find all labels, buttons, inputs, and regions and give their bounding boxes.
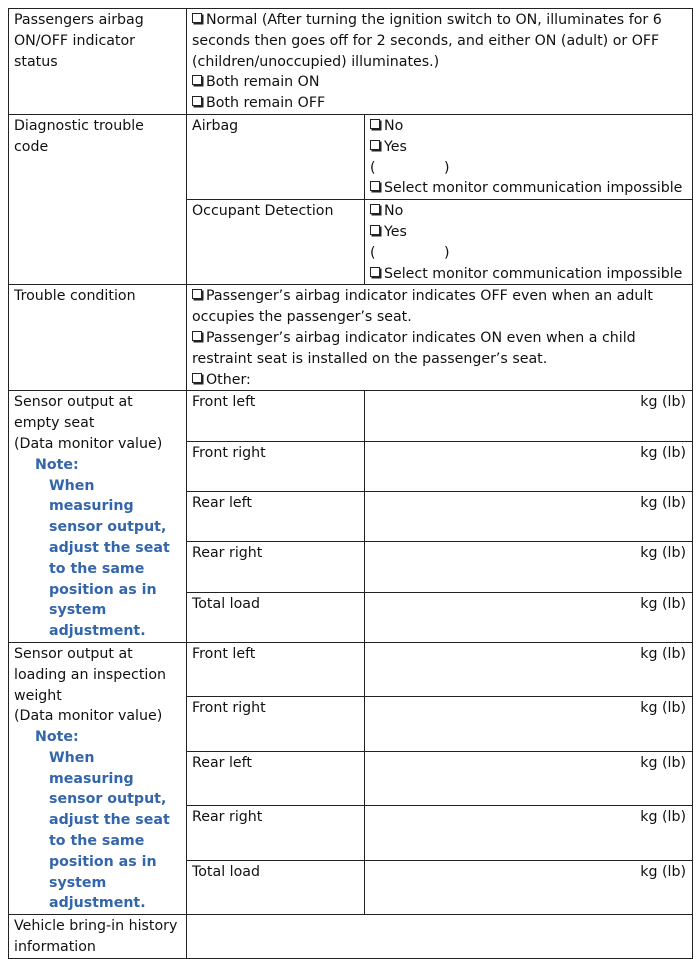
- checkbox-icon[interactable]: [370, 267, 380, 277]
- unit-label: kg (lb): [640, 394, 687, 411]
- code-entry-field[interactable]: ( ): [370, 159, 450, 176]
- value-field[interactable]: [365, 751, 693, 805]
- option-other: Other:: [206, 371, 251, 388]
- inspection-sheet-table: [8, 8, 693, 959]
- trouble-condition-row: [9, 285, 693, 391]
- checkbox-icon[interactable]: [370, 225, 380, 235]
- value-field[interactable]: [365, 592, 693, 642]
- note-heading: Note:: [35, 456, 79, 473]
- position-label: Total load: [187, 592, 365, 642]
- option-no: No: [384, 117, 404, 134]
- checkbox-option[interactable]: [370, 178, 688, 199]
- value-field[interactable]: [365, 697, 693, 751]
- checkbox-icon[interactable]: [192, 96, 202, 106]
- position-label: Rear right: [187, 806, 365, 860]
- unit-label: kg (lb): [640, 645, 687, 662]
- trouble-condition-label: Trouble condition: [9, 285, 187, 391]
- checkbox-icon[interactable]: [192, 289, 202, 299]
- indicator-status-label: Passengers airbag ON/OFF indicator status: [9, 9, 187, 115]
- indicator-status-row: [9, 9, 693, 115]
- position-label: Rear left: [187, 491, 365, 541]
- position-label: Total load: [187, 860, 365, 914]
- indicator-status-options: [187, 9, 693, 115]
- dtc-system-airbag: Airbag: [187, 114, 365, 199]
- position-label: Front right: [187, 697, 365, 751]
- dtc-airbag-options: [365, 114, 693, 199]
- option-both-off: Both remain OFF: [206, 95, 326, 112]
- checkbox-option[interactable]: [370, 264, 688, 285]
- loaded-weight-label: Sensor output at loading an inspection weight (Data monitor value) Note: When measuring sensor output, adjust the seat to the same position as in system adjustment.: [9, 642, 187, 914]
- dtc-label: Diagnostic trouble code: [9, 114, 187, 284]
- checkbox-option[interactable]: [370, 201, 688, 222]
- history-label: Vehicle bring-in history information: [9, 915, 187, 959]
- value-field[interactable]: [365, 642, 693, 696]
- checkbox-option[interactable]: [192, 72, 688, 93]
- trouble-condition-options: [187, 285, 693, 391]
- empty-seat-row: [9, 391, 693, 441]
- unit-label: kg (lb): [640, 863, 687, 880]
- dtc-airbag-row: [9, 114, 693, 199]
- position-label: Front left: [187, 642, 365, 696]
- note-body: When measuring sensor output, adjust the seat to the same position as in system adjustment.: [49, 477, 170, 640]
- option-on-child: Passenger’s airbag indicator indicates ON even when a child restraint seat is installed on the passenger’s seat.: [192, 329, 636, 367]
- value-field[interactable]: [365, 441, 693, 491]
- checkbox-icon[interactable]: [370, 140, 380, 150]
- position-label: Rear left: [187, 751, 365, 805]
- option-comm-impossible: Select monitor communication impossible: [384, 180, 683, 197]
- checkbox-option[interactable]: [370, 116, 688, 137]
- checkbox-option[interactable]: [192, 328, 688, 370]
- option-normal: Normal (After turning the ignition switch to ON, illuminates for 6 seconds then goes off for 2 seconds, and either ON (adult) or OFF (children/unoccupied) illuminates.): [192, 12, 662, 70]
- unit-label: kg (lb): [640, 545, 687, 562]
- unit-label: kg (lb): [640, 754, 687, 771]
- checkbox-icon[interactable]: [192, 373, 202, 383]
- option-both-on: Both remain ON: [206, 74, 320, 91]
- option-off-adult: Passenger’s airbag indicator indicates OFF even when an adult occupies the passenger’s seat.: [192, 288, 653, 326]
- option-yes: Yes: [384, 223, 407, 240]
- checkbox-icon[interactable]: [192, 13, 202, 23]
- checkbox-option[interactable]: [370, 137, 688, 158]
- checkbox-option[interactable]: [192, 93, 688, 114]
- position-label: Rear right: [187, 542, 365, 592]
- loaded-weight-row: [9, 642, 693, 696]
- position-label: Front left: [187, 391, 365, 441]
- dtc-occupant-options: [365, 200, 693, 285]
- checkbox-icon[interactable]: [370, 181, 380, 191]
- dtc-system-occupant: Occupant Detection: [187, 200, 365, 285]
- value-field[interactable]: [365, 860, 693, 914]
- checkbox-option[interactable]: [192, 286, 688, 328]
- checkbox-option[interactable]: [192, 10, 688, 72]
- checkbox-icon[interactable]: [192, 75, 202, 85]
- unit-label: kg (lb): [640, 809, 687, 826]
- checkbox-icon[interactable]: [192, 331, 202, 341]
- checkbox-option[interactable]: [370, 222, 688, 243]
- note-heading: Note:: [35, 729, 79, 746]
- unit-label: kg (lb): [640, 595, 687, 612]
- history-row: [9, 915, 693, 959]
- option-comm-impossible: Select monitor communication impossible: [384, 265, 683, 282]
- unit-label: kg (lb): [640, 700, 687, 717]
- note-body: When measuring sensor output, adjust the seat to the same position as in system adjustment.: [49, 749, 170, 912]
- code-entry-field[interactable]: ( ): [370, 244, 450, 261]
- checkbox-option[interactable]: [192, 370, 688, 391]
- value-field[interactable]: [365, 806, 693, 860]
- option-no: No: [384, 203, 404, 220]
- unit-label: kg (lb): [640, 494, 687, 511]
- empty-seat-label: Sensor output at empty seat (Data monitor value) Note: When measuring sensor output, adjust the seat to the same position as in system adjustment.: [9, 391, 187, 643]
- checkbox-icon[interactable]: [370, 204, 380, 214]
- value-field[interactable]: [365, 391, 693, 441]
- checkbox-icon[interactable]: [370, 119, 380, 129]
- option-yes: Yes: [384, 138, 407, 155]
- position-label: Front right: [187, 441, 365, 491]
- value-field[interactable]: [365, 542, 693, 592]
- unit-label: kg (lb): [640, 444, 687, 461]
- value-field[interactable]: [365, 491, 693, 541]
- history-field[interactable]: [187, 915, 693, 959]
